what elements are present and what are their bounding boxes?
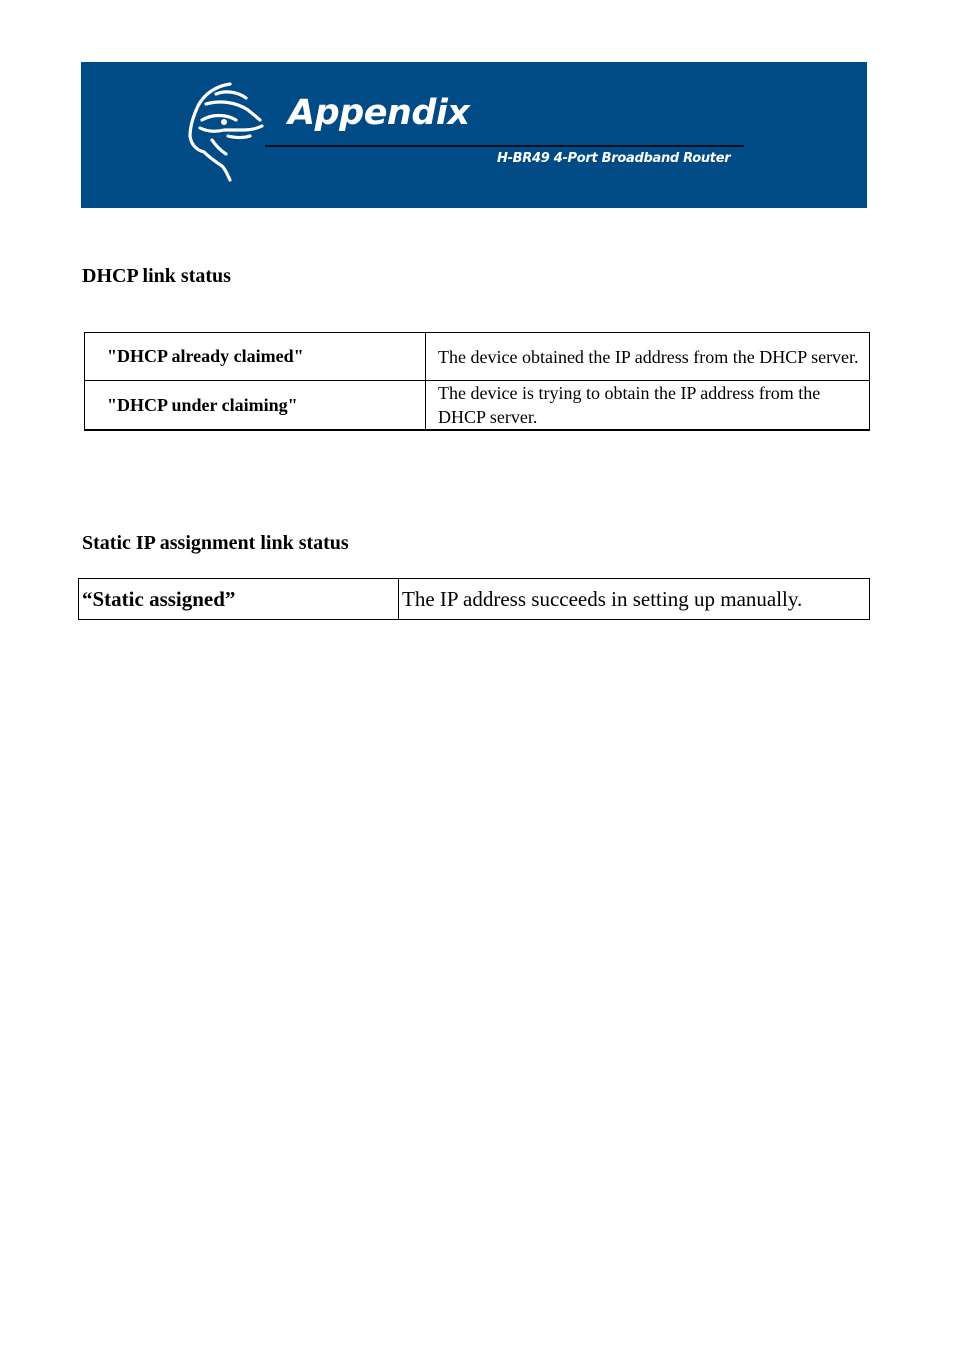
dhcp-status-table <box>84 332 870 431</box>
static-status-table <box>78 578 870 620</box>
dhcp-section-heading: DHCP link status <box>82 265 231 287</box>
description-cell: The IP address succeeds in setting up manually. <box>399 579 870 620</box>
description-cell: The device obtained the IP address from the DHCP server. <box>426 333 870 381</box>
product-subtitle: H-BR49 4-Port Broadband Router <box>497 151 731 166</box>
static-section-heading: Static IP assignment link status <box>82 532 349 554</box>
table-row <box>85 333 870 381</box>
appendix-title: Appendix <box>288 93 470 133</box>
eagle-head-icon <box>186 80 266 184</box>
appendix-banner <box>81 62 867 208</box>
table-row <box>79 579 870 620</box>
status-cell: "DHCP under claiming" <box>85 381 426 431</box>
table-row <box>85 381 870 431</box>
description-cell: The device is trying to obtain the IP address from the DHCP server. <box>426 381 870 431</box>
status-cell: “Static assigned” <box>79 579 399 620</box>
status-cell: "DHCP already claimed" <box>85 333 426 381</box>
title-underline <box>265 145 744 147</box>
